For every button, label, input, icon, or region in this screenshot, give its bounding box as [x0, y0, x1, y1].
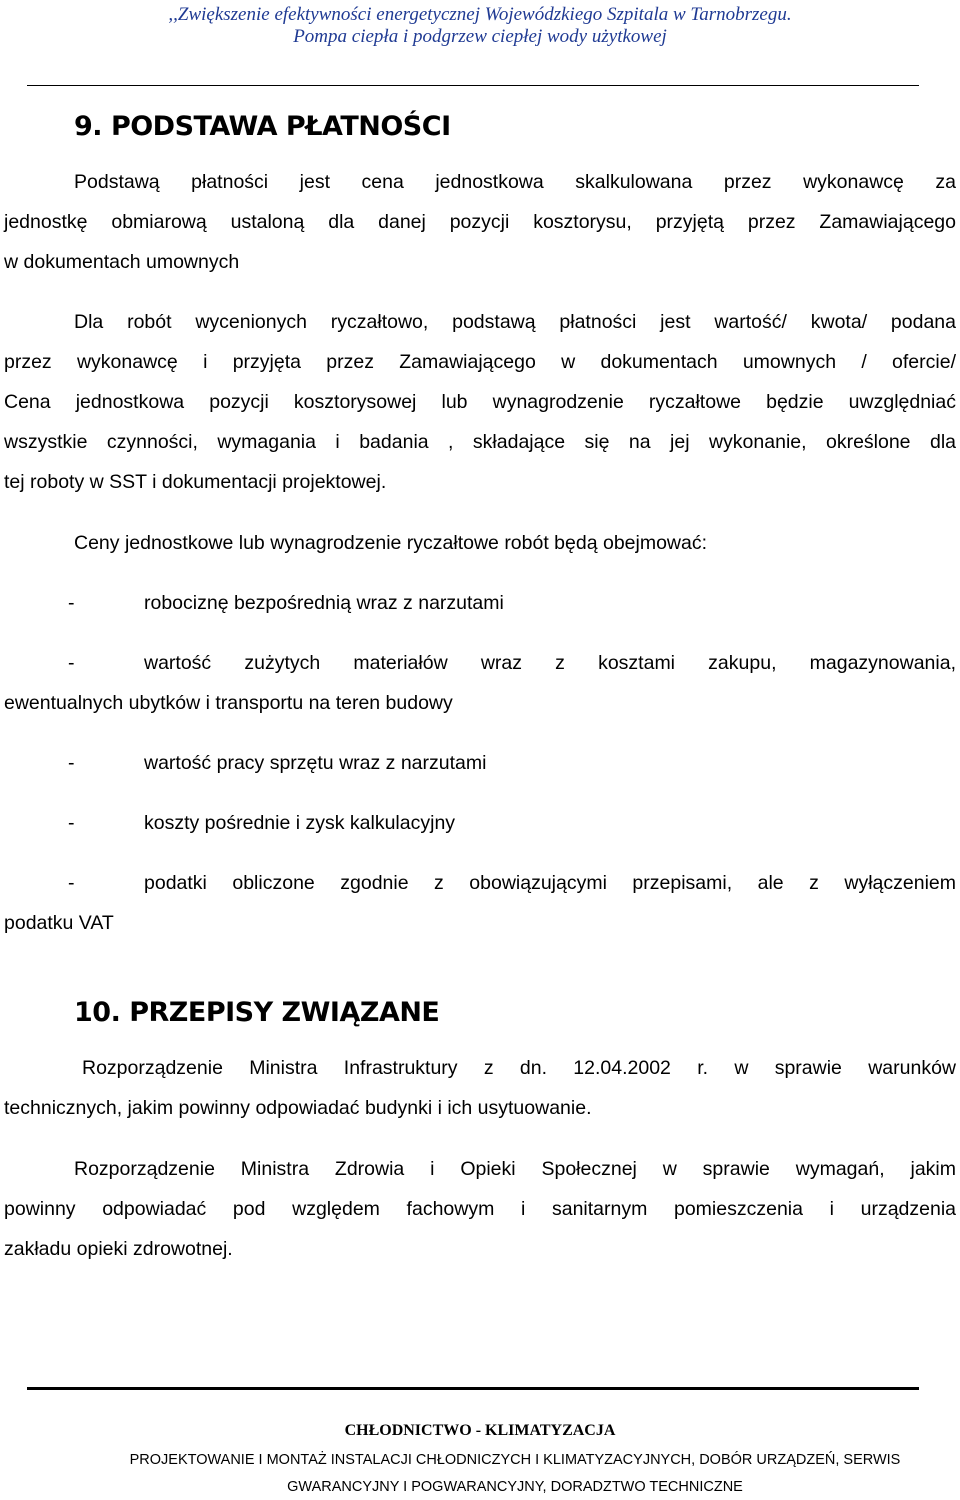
list-item-text: wartość pracy sprzętu wraz z narzutami — [144, 752, 487, 774]
text-line: tej roboty w SST i dokumentacji projektowej. — [4, 471, 387, 493]
section-10-paragraph-2 — [4, 1149, 956, 1269]
list-item-continuation: ewentualnych ubytków i transportu na teren budowy — [4, 692, 453, 714]
footer-divider — [27, 1387, 919, 1390]
list-item-continuation: podatku VAT — [4, 912, 114, 934]
dash-bullet: - — [68, 652, 75, 674]
text-line: Podstawą płatności jest cena jednostkowa skalkulowana przez wykonawcę za — [74, 171, 956, 193]
list-item-text: robociznę bezpośrednią wraz z narzutami — [144, 592, 504, 614]
section-9-heading: 9. PODSTAWA PŁATNOŚCI — [74, 111, 451, 142]
section-10-heading: 10. PRZEPISY ZWIĄZANE — [74, 997, 440, 1028]
dash-bullet: - — [68, 752, 75, 774]
header-title-line2: Pompa ciepła i podgrzew ciepłej wody użytkowej — [293, 26, 667, 47]
text-line: jednostkę obmiarową ustaloną dla danej pozycji kosztorysu, przyjętą przez Zamawiającego — [4, 211, 956, 233]
section-9-paragraph-2 — [4, 302, 956, 502]
text-line: Rozporządzenie Ministra Zdrowia i Opieki Społecznej w sprawie wymagań, jakim — [74, 1158, 956, 1180]
text-line: Cena jednostkowa pozycji kosztorysowej lub wynagrodzenie ryczałtowe będzie uwzględniać — [4, 391, 956, 413]
text-line: technicznych, jakim powinny odpowiadać budynki i ich usytuowanie. — [4, 1097, 592, 1119]
text-line: wszystkie czynności, wymagania i badania , składające się na jej wykonanie, określone dla — [4, 431, 956, 453]
text-line: przez wykonawcę i przyjęta przez Zamawiającego w dokumentach umownych / ofercie/ — [4, 351, 956, 373]
list-item-text: wartość zużytych materiałów wraz z kosztami zakupu, magazynowania, — [144, 652, 956, 674]
header-divider — [27, 85, 919, 86]
list-item-text: podatki obliczone zgodnie z obowiązującymi przepisami, ale z wyłączeniem — [144, 872, 956, 894]
section-10-paragraph-1 — [4, 1048, 956, 1128]
footer-services-line1: PROJEKTOWANIE I MONTAŻ INSTALACJI CHŁODNICZYCH I KLIMATYZACYJNYCH, DOBÓR URZĄDZEŃ, SERWIS — [129, 1452, 901, 1468]
text-line: zakładu opieki zdrowotnej. — [4, 1238, 233, 1260]
header-title-line1: ,,Zwiększenie efektywności energetycznej Wojewódzkiego Szpitala w Tarnobrzegu. — [168, 4, 792, 25]
text-line: Dla robót wycenionych ryczałtowo, podstawą płatności jest wartość/ kwota/ podana — [74, 311, 956, 333]
dash-bullet: - — [68, 812, 75, 834]
footer-company-name: CHŁODNICTWO - KLIMATYZACJA — [344, 1422, 616, 1439]
text-line: Rozporządzenie Ministra Infrastruktury z dn. 12.04.2002 r. w sprawie warunków — [82, 1057, 956, 1079]
footer-services-line2: GWARANCYJNY I POGWARANCYJNY, DORADZTWO TECHNICZNE — [287, 1479, 743, 1495]
dash-bullet: - — [68, 872, 75, 894]
list-item-text: koszty pośrednie i zysk kalkulacyjny — [144, 812, 456, 834]
text-line: w dokumentach umownych — [4, 251, 240, 273]
dash-bullet: - — [68, 592, 75, 614]
text-line: powinny odpowiadać pod względem fachowym i sanitarnym pomieszczenia i urządzenia — [4, 1198, 956, 1220]
section-9-paragraph-3: Ceny jednostkowe lub wynagrodzenie ryczałtowe robót będą obejmować: — [74, 532, 708, 554]
section-9-paragraph-1 — [4, 162, 956, 282]
